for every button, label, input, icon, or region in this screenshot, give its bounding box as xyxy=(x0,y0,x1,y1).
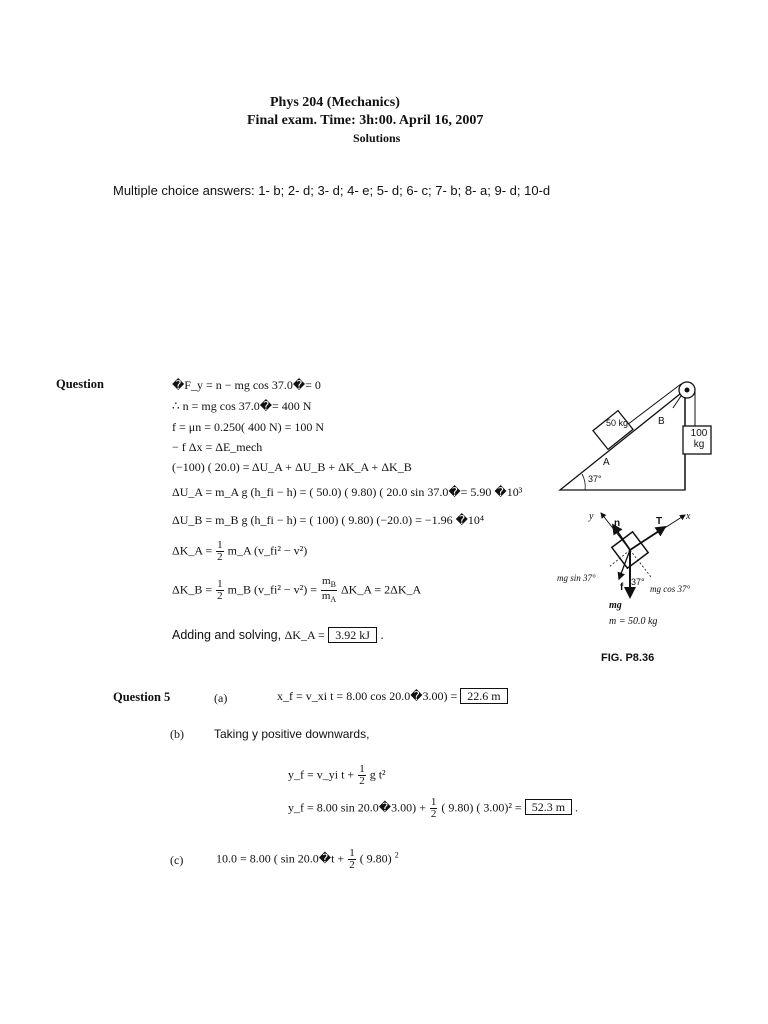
adding-lhs: ΔK_A = xyxy=(284,628,325,642)
point-a-label: A xyxy=(603,457,610,468)
yf-numeric-rhs: ( 9.80) ( 3.00)² = xyxy=(441,800,522,815)
adding-solving-line: Adding and solving, ΔK_A = 3.92 kJ . xyxy=(172,628,384,642)
equation-part-a xyxy=(277,689,508,704)
part-c-rhs: ( 9.80) xyxy=(359,851,392,866)
fraction-half: $\frac{1}{2}$ xyxy=(349,847,355,871)
fraction-half: $\frac{1}{2}$ xyxy=(217,578,223,603)
block-a xyxy=(593,411,633,450)
part-a-equation: x_f = v_xi t = 8.00 cos 20.0�3.00) = xyxy=(277,689,458,703)
mass-a-label: 50 kg xyxy=(606,418,629,428)
figure-caption: FIG. P8.36 xyxy=(601,652,655,664)
fbd-y-label: y xyxy=(589,511,594,522)
equation-work-friction: − f Δx = ΔE_mech xyxy=(172,440,263,454)
equation-delta-ka xyxy=(172,540,307,563)
equation-part-c: 10.0 = 8.00 ( sin 20.0�t + $\frac{1}{2}$ ( 9.80) $^2$ xyxy=(216,847,399,871)
question-label: Question xyxy=(56,377,104,391)
equation-normal-force: ∴ n = mg cos 37.0�= 400 N xyxy=(172,399,312,413)
fbd-t-label: T xyxy=(656,516,663,527)
fbd-mass-label: m = 50.0 kg xyxy=(609,616,658,627)
incline-pulley-figure xyxy=(555,368,755,498)
part-b-text: Taking y positive downwards, xyxy=(214,727,370,741)
yf-general-lhs: y_f = v_yi t + xyxy=(288,767,355,782)
fbd-n-label: n xyxy=(614,518,621,529)
equation-energy-balance: (−100) ( 20.0) = ΔU_A + ΔU_B + ΔK_A + ΔK_B xyxy=(172,460,412,474)
delta-ka-lhs: ΔK_A = xyxy=(172,543,213,558)
delta-kb-mid: m_B (v_fi² − v²) = xyxy=(227,582,318,597)
answer-box-a: 22.6 m xyxy=(460,688,507,704)
delta-kb-lhs: ΔK_B = xyxy=(172,582,213,597)
fraction-half: $\frac{1}{2}$ xyxy=(217,539,223,563)
delta-kb-rhs: ΔK_A = 2ΔK_A xyxy=(340,582,422,597)
exam-info: Final exam. Time: 3h:00. April 16, 2007 xyxy=(247,113,484,128)
fraction-half: $\frac{1}{2}$ xyxy=(359,763,365,787)
course-title: Phys 204 (Mechanics) xyxy=(270,95,400,110)
delta-ka-rhs: m_A (v_fi² − v²) xyxy=(227,543,308,558)
fbd-x-label: x xyxy=(686,511,691,522)
mass-b-label: 100 kg xyxy=(690,428,708,450)
equation-delta-kb xyxy=(172,576,421,605)
part-c-lhs: 10.0 = 8.00 ( sin 20.0�t + xyxy=(216,851,345,866)
fbd-mg-sin-label: mg sin 37° xyxy=(557,573,596,583)
equation-yf-general xyxy=(288,764,386,787)
fbd-f-label: f xyxy=(620,582,624,593)
part-a-label: (a) xyxy=(214,691,228,705)
incline-angle-label: 37° xyxy=(588,474,602,484)
fbd-mg-label: mg xyxy=(609,600,622,611)
point-b-label: B xyxy=(658,416,665,427)
question-5-label: Question 5 xyxy=(113,690,171,704)
yf-general-rhs: g t² xyxy=(369,767,386,782)
fraction-mass-ratio: $\frac{m_B}{m_A}$ xyxy=(321,575,337,605)
equation-delta-ua: ΔU_A = m_A g (h_fi − h) = ( 50.0) ( 9.80) ( 20.0 sin 37.0�= 5.90 �10³ xyxy=(172,485,523,499)
equation-friction: f = μn = 0.250( 400 N) = 100 N xyxy=(172,420,325,434)
multiple-choice-answers: Multiple choice answers: 1- b; 2- d; 3- d; 4- e; 5- d; 6- c; 7- b; 8- a; 9- d; 10-d xyxy=(113,183,551,198)
part-c-label: (c) xyxy=(170,853,184,867)
fbd-mg-cos-label: mg cos 37° xyxy=(650,584,691,594)
yf-numeric-lhs: y_f = 8.00 sin 20.0�3.00) + xyxy=(288,800,426,815)
answer-box-ka: 3.92 kJ xyxy=(328,627,377,643)
answer-box-b: 52.3 m xyxy=(525,799,572,815)
equation-sum-forces: �F_y = n − mg cos 37.0�= 0 xyxy=(172,378,321,392)
equation-delta-ub: ΔU_B = m_B g (h_fi − h) = ( 100) ( 9.80) (−20.0) = −1.96 �10⁴ xyxy=(172,513,485,527)
fraction-half: $\frac{1}{2}$ xyxy=(430,796,437,820)
free-body-diagram xyxy=(555,505,755,620)
fbd-angle-label: 37° xyxy=(631,577,645,587)
adding-text: Adding and solving, xyxy=(172,628,282,642)
part-b-label: (b) xyxy=(170,727,184,741)
equation-yf-numeric: y_f = 8.00 sin 20.0�3.00) + $\frac{1}{2}$ ( 9.80) ( 3.00)² = 52.3 m . xyxy=(288,796,579,820)
solutions-heading: Solutions xyxy=(353,131,401,145)
